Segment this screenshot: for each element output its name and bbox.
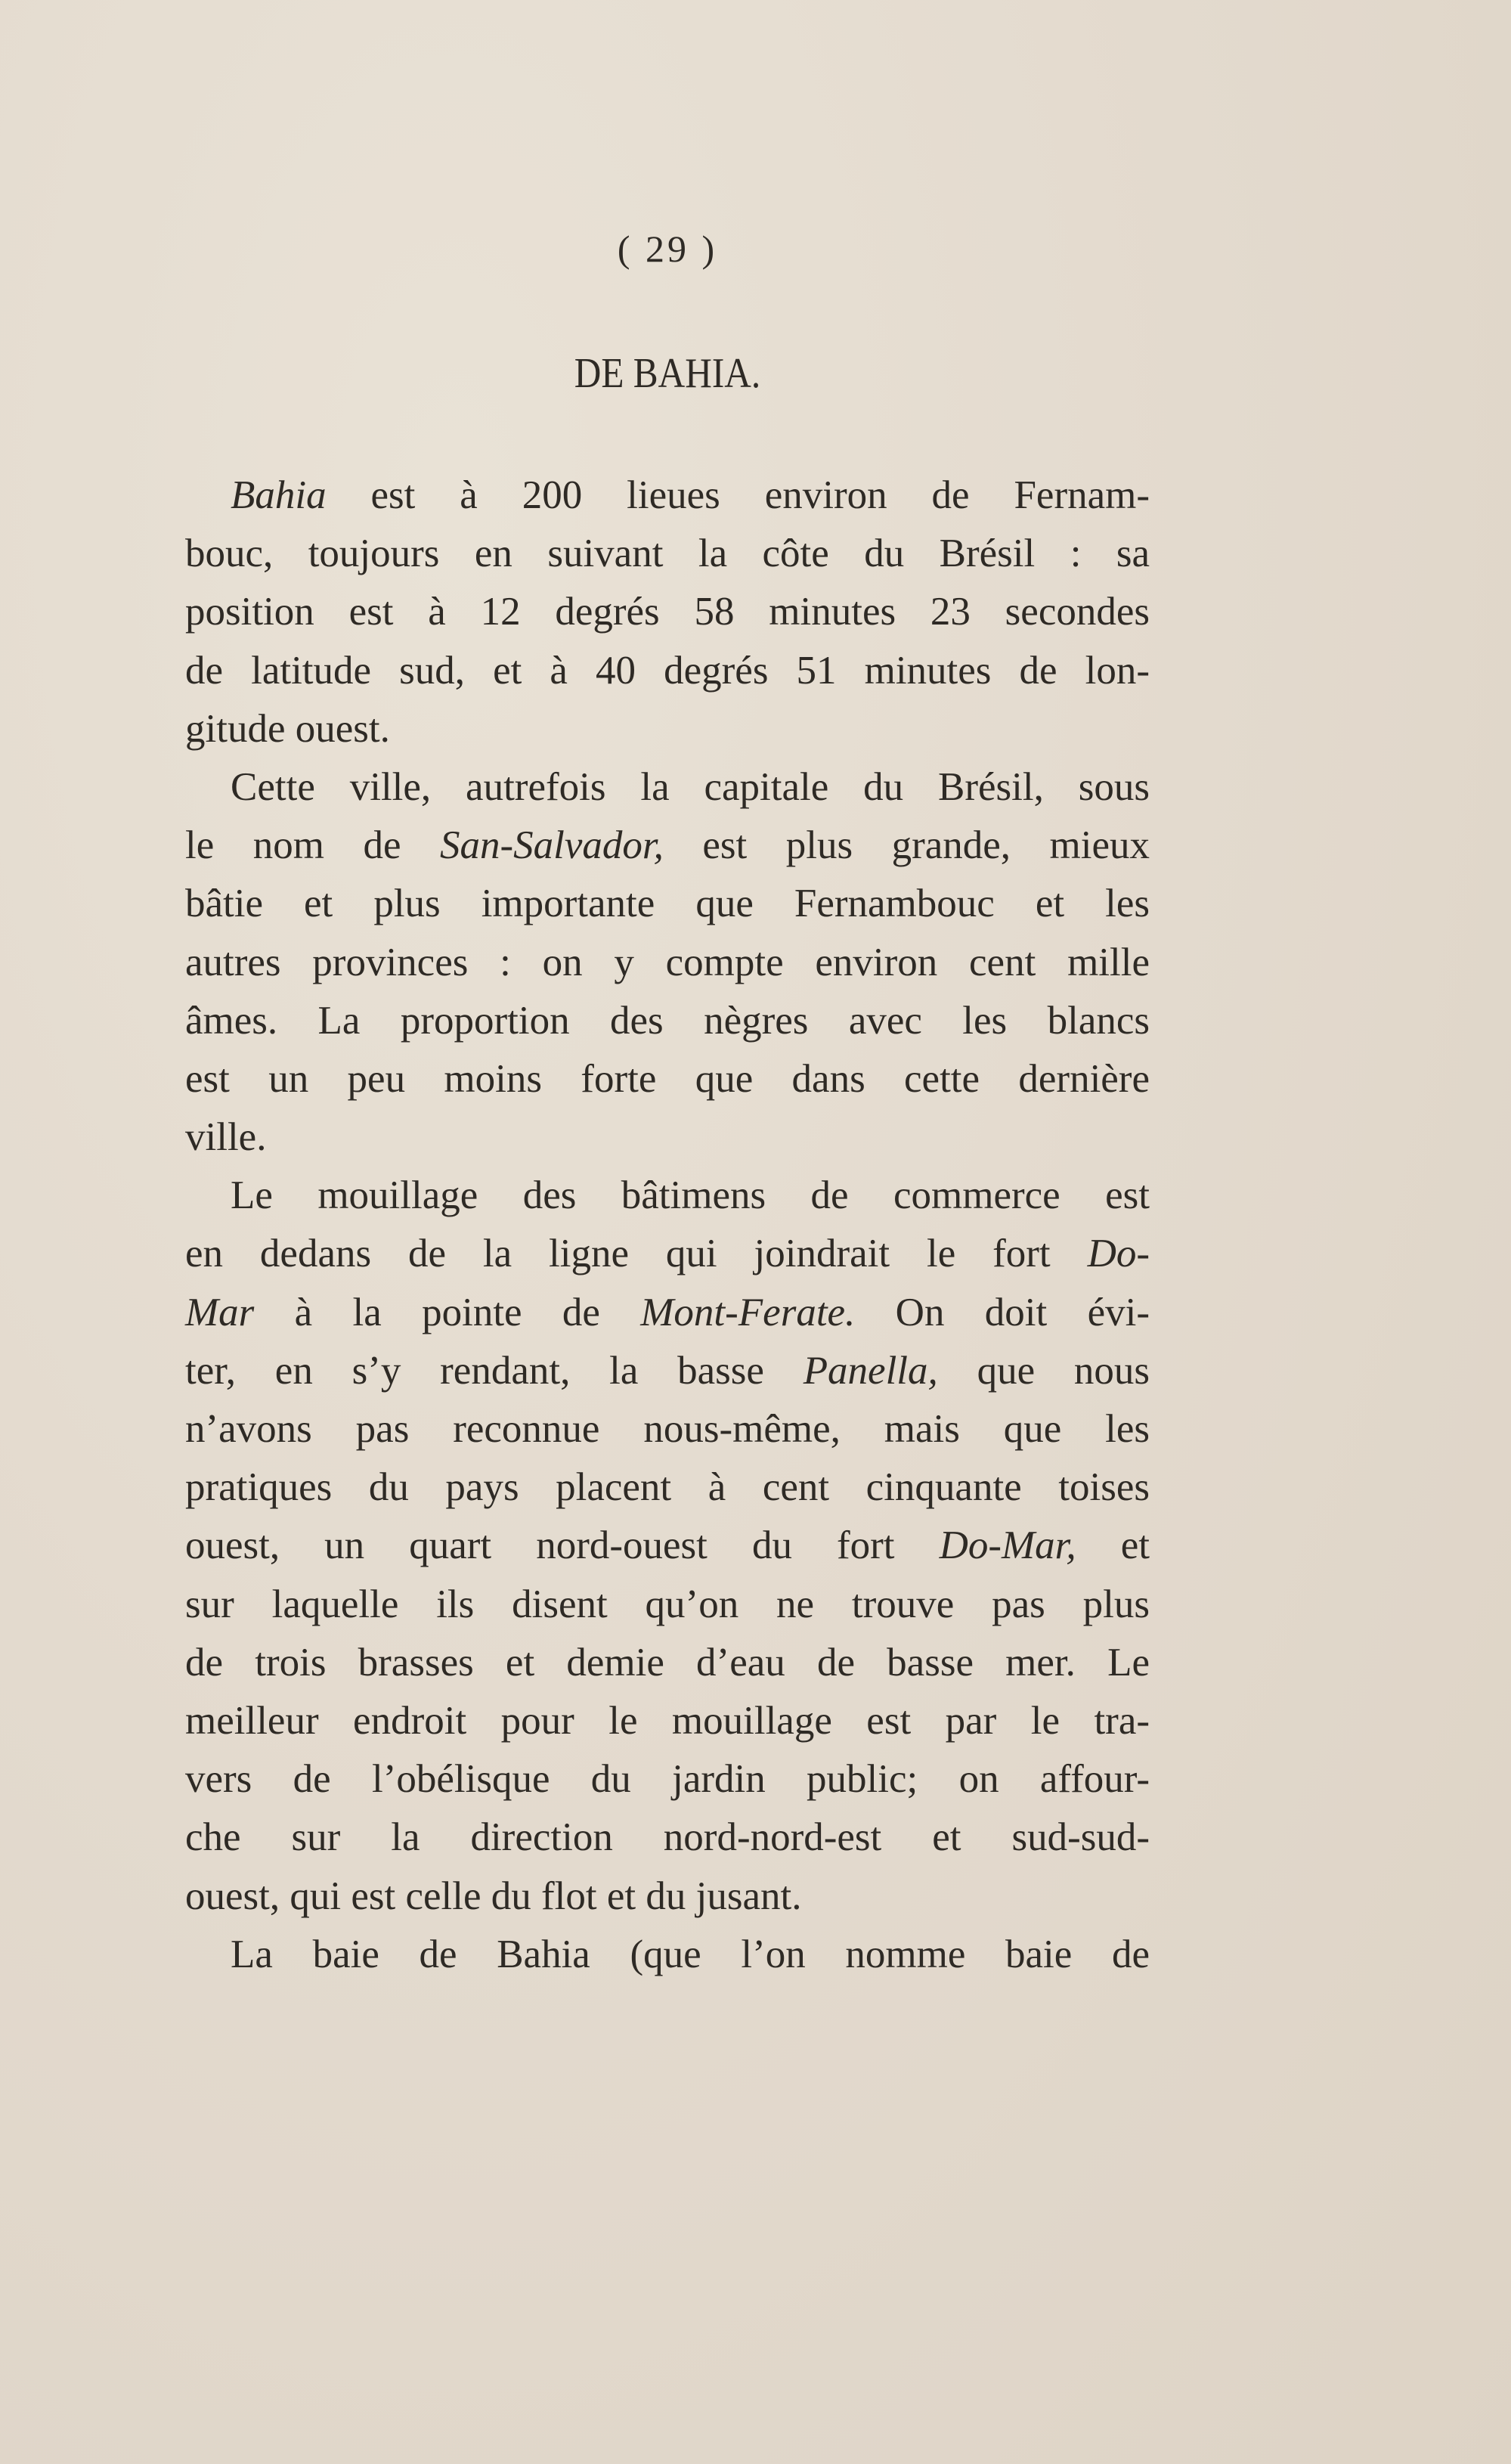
text-line [185, 1400, 1150, 1458]
text-segment: le nom de [185, 823, 440, 868]
text-segment: de trois brasses et demie d’eau de basse mer. Le [185, 1640, 1150, 1685]
text-line [185, 1167, 1150, 1225]
italic-text-segment: Mar [185, 1290, 255, 1334]
text-line [185, 466, 1150, 525]
text-line [185, 525, 1150, 583]
text-line [185, 700, 1150, 758]
text-line [185, 1284, 1150, 1342]
text-segment: pratiques du pays placent à cent cinquante toises [185, 1465, 1150, 1510]
text-line [185, 1692, 1150, 1750]
text-line [185, 1458, 1150, 1517]
text-line [185, 934, 1150, 992]
text-segment: n’avons pas reconnue nous-même, mais que les [185, 1407, 1150, 1451]
text-line [185, 583, 1150, 641]
text-line [185, 817, 1150, 875]
text-line [185, 1576, 1150, 1634]
text-segment: On doit évi- [855, 1290, 1150, 1334]
text-segment: ville. [185, 1115, 267, 1160]
text-segment: est plus grande, mieux [663, 823, 1150, 868]
text-line [185, 992, 1150, 1050]
text-segment: à la pointe de [254, 1290, 641, 1334]
chapter-title: DE BAHIA. [574, 350, 761, 397]
italic-text-segment: Bahia [231, 473, 327, 517]
text-segment: La baie de Bahia (que l’on nomme baie de [231, 1932, 1150, 1976]
text-segment: gitude ouest. [185, 706, 390, 751]
text-segment: est à 200 lieues environ de Fernam- [326, 473, 1150, 517]
text-line [185, 1808, 1150, 1867]
text-line [185, 1342, 1150, 1400]
text-segment: bouc, toujours en suivant la côte du Brésil : sa [185, 532, 1150, 576]
text-segment: âmes. La proportion des nègres avec les blancs [185, 998, 1150, 1043]
text-segment: sur laquelle ils disent qu’on ne trouve pas plus [185, 1582, 1150, 1626]
text-segment: Cette ville, autrefois la capitale du Brésil, sous [231, 764, 1150, 809]
text-segment: que nous [937, 1348, 1150, 1393]
text-line [185, 1225, 1150, 1283]
italic-text-segment: Do-Mar, [939, 1523, 1076, 1568]
text-line [185, 642, 1150, 700]
italic-text-segment: Do- [1087, 1232, 1150, 1276]
italic-text-segment: Panella, [803, 1348, 938, 1393]
text-line [185, 1634, 1150, 1692]
italic-text-segment: Mont-Ferate. [640, 1290, 856, 1334]
body-text [185, 466, 1150, 1984]
text-segment: de latitude sud, et à 40 degrés 51 minutes de lon- [185, 648, 1150, 693]
text-segment: et [1076, 1523, 1150, 1568]
text-line [185, 1108, 1150, 1167]
page-number: ( 29 ) [617, 228, 718, 270]
text-segment: position est à 12 degrés 58 minutes 23 secondes [185, 590, 1150, 634]
text-segment: est un peu moins forte que dans cette dernière [185, 1056, 1150, 1101]
text-segment: ouest, un quart nord-ouest du fort [185, 1523, 940, 1568]
text-line [185, 1750, 1150, 1808]
text-line [185, 1050, 1150, 1108]
text-segment: Le mouillage des bâtimens de commerce est [231, 1173, 1150, 1218]
text-line [185, 1517, 1150, 1575]
text-segment: ouest, qui est celle du flot et du jusant. [185, 1874, 802, 1918]
text-line [185, 758, 1150, 817]
text-line [185, 875, 1150, 933]
text-segment: ter, en s’y rendant, la basse [185, 1348, 803, 1393]
text-line [185, 1926, 1150, 1984]
text-segment: autres provinces : on y compte environ cent mille [185, 940, 1150, 984]
text-segment: vers de l’obélisque du jardin public; on affour- [185, 1757, 1150, 1802]
italic-text-segment: San-Salvador, [439, 823, 664, 868]
text-segment: bâtie et plus importante que Fernambouc et les [185, 882, 1150, 926]
text-segment: en dedans de la ligne qui joindrait le fort [185, 1232, 1088, 1276]
text-segment: che sur la direction nord-nord-est et sud-sud- [185, 1815, 1150, 1860]
text-line [185, 1867, 1150, 1926]
text-segment: meilleur endroit pour le mouillage est par le tra- [185, 1698, 1150, 1743]
